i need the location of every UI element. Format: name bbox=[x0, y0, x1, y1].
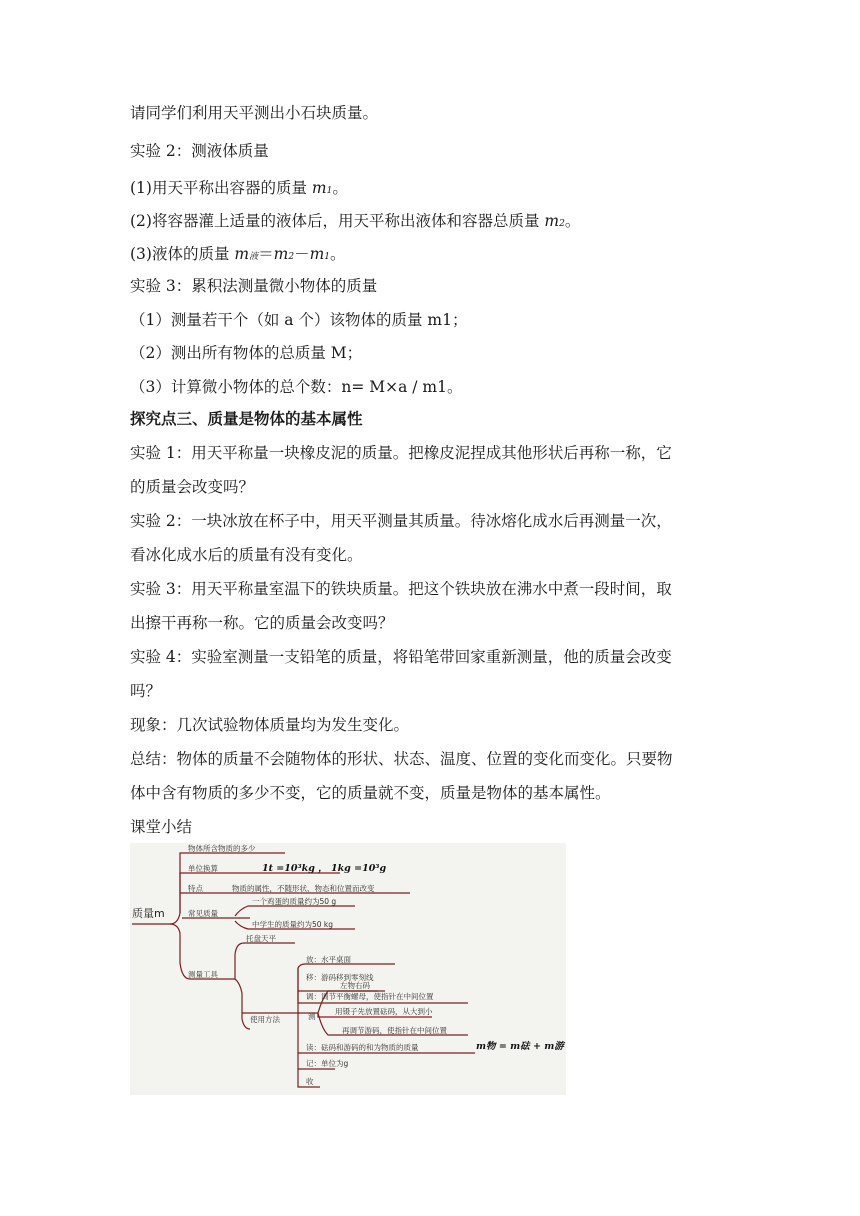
experiment-3-heading: 实验 3：累积法测量微小物体的质量 bbox=[130, 277, 378, 295]
mindmap-unit-formula: 1t =10³kg ， 1kg =10³g bbox=[262, 863, 387, 874]
paragraph-line: 实验 3：用天平称量室温下的铁块质量。把这个铁块放在沸水中煮一段时间，取 bbox=[130, 580, 672, 598]
mindmap-feature-text: 物质的属性，不随形状、物态和位置而改变 bbox=[232, 884, 375, 893]
mindmap-step-move: 移：游码移到零刻线 bbox=[306, 973, 374, 982]
mindmap-step-measure: 测 bbox=[308, 1012, 316, 1021]
step-line: （1）测量若干个（如 a 个）该物体的质量 m1； bbox=[130, 311, 468, 329]
mindmap-tool-balance: 托盘天平 bbox=[246, 934, 276, 943]
mindmap-common-1: 一个鸡蛋的质量约为50 g bbox=[252, 897, 337, 906]
mindmap-node-usage: 使用方法 bbox=[250, 1015, 280, 1024]
mindmap-step-place: 放：水平桌面 bbox=[306, 955, 351, 964]
section-heading: 探究点三、质量是物体的基本属性 bbox=[130, 409, 363, 428]
experiment-2-heading: 实验 2：测液体质量 bbox=[130, 142, 269, 160]
mindmap-step-read: 读：砝码和游码的和为物质的质量 bbox=[306, 1043, 419, 1052]
paragraph-line: 吗？ bbox=[130, 682, 162, 700]
paragraph-line: 现象：几次试验物体质量均为发生变化。 bbox=[130, 716, 410, 734]
paragraph-line: 的质量会改变吗？ bbox=[130, 478, 255, 496]
paragraph-line: 实验 1：用天平称量一块橡皮泥的质量。把橡皮泥捏成其他形状后再称一称，它 bbox=[130, 444, 672, 462]
paragraph-line: 实验 2：一块冰放在杯子中，用天平测量其质量。待冰熔化成水后再测量一次， bbox=[130, 512, 672, 530]
step-line: （3）计算微小物体的总个数：n= M×a / m1。 bbox=[130, 378, 463, 396]
paragraph-line: 体中含有物质的多少不变，它的质量就不变，质量是物体的基本属性。 bbox=[130, 784, 611, 802]
paragraph-line: 请同学们利用天平测出小石块质量。 bbox=[130, 104, 379, 122]
mindmap-measure-3: 再调节游码，使指针在中间位置 bbox=[342, 1026, 447, 1035]
paragraph-line: 实验 4：实验室测量一支铅笔的质量，将铅笔带回家重新测量，他的质量会改变 bbox=[130, 648, 672, 666]
paragraph-line: 总结：物体的质量不会随物体的形状、状态、温度、位置的变化而变化。只要物 bbox=[130, 750, 673, 768]
paragraph-line: 出擦干再称一称。它的质量会改变吗？ bbox=[130, 614, 394, 632]
mindmap-read-formula: m物 = m砝 + m游 bbox=[476, 1041, 564, 1052]
mindmap-diagram bbox=[130, 843, 566, 1095]
step-line: (1)用天平称出容器的质量 m1。 bbox=[130, 179, 348, 197]
mindmap-node-feature: 特点 bbox=[188, 884, 203, 893]
paragraph-line: 看冰化成水后的质量有没有变化。 bbox=[130, 546, 363, 564]
step-line: （2）测出所有物体的总质量 M； bbox=[130, 344, 363, 362]
mindmap-node-tool: 测量工具 bbox=[188, 970, 218, 979]
summary-heading: 课堂小结 bbox=[130, 818, 193, 836]
mindmap-measure-2: 用镊子先放置砝码，从大到小 bbox=[335, 1007, 433, 1016]
step-line: (2)将容器灌上适量的液体后，用天平称出液体和容器总质量 m2。 bbox=[130, 212, 581, 230]
mindmap-node-common: 常见质量 bbox=[188, 909, 218, 918]
summary-mindmap bbox=[130, 843, 566, 1095]
mindmap-step-record: 记：单位为g bbox=[306, 1059, 349, 1068]
step-line: (3)液体的质量 m液＝m2－m1。 bbox=[130, 245, 346, 263]
mindmap-node-unit: 单位换算 bbox=[188, 864, 218, 873]
mindmap-step-store: 收 bbox=[306, 1077, 314, 1086]
mindmap-node-definition: 物体所含物质的多少 bbox=[188, 844, 256, 853]
mindmap-measure-1: 左物右码 bbox=[340, 981, 370, 990]
mindmap-common-2: 中学生的质量约为50 kg bbox=[252, 920, 334, 929]
mindmap-root: 质量m bbox=[132, 907, 165, 920]
mindmap-step-adjust: 调：调节平衡螺母，使指针在中间位置 bbox=[306, 992, 434, 1001]
